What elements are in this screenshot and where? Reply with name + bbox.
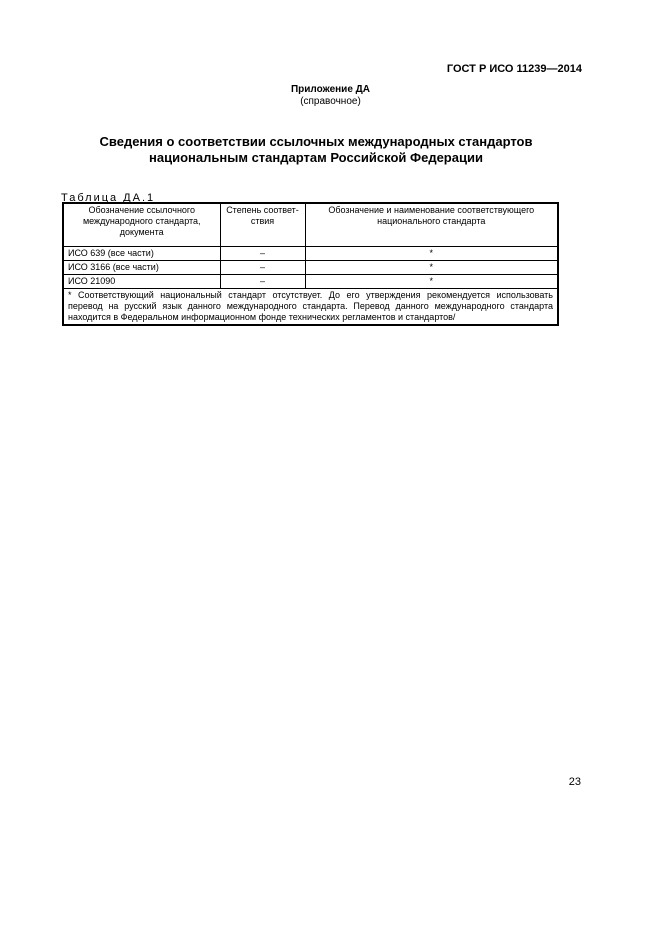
table-cell: * [305,261,558,275]
heading-line-1: Сведения о соответствии ссылочных международных стандартов [99,134,533,149]
annex-title: Приложение ДА [290,84,371,95]
table-note: * Соответствующий национальный стандарт отсутствует. До его утверждения рекомендуется использовать перевод на русский язык данного международного стандарта. Перевод данного международного стандарта находится в Федеральном информационном фонде технических регламентов и стандартов/ [63,289,558,326]
table-cell: – [220,261,305,275]
table-row [63,247,558,261]
table-cell: * [305,275,558,289]
annex-subtitle: (справочное) [300,96,361,107]
table-cell: ИСО 639 (все части) [63,247,220,261]
table-cell: ИСО 21090 [63,275,220,289]
standards-table [62,202,559,326]
table-row [63,275,558,289]
table-header-row [63,203,558,247]
document-code: ГОСТ Р ИСО 11239—2014 [446,63,582,75]
section-heading [0,134,632,166]
heading-line-2: национальным стандартам Российской Федерации [149,150,483,165]
column-header: Степень соответ-ствия [220,203,305,247]
table-cell: ИСО 3166 (все части) [63,261,220,275]
table-cell: – [220,247,305,261]
column-header: Обозначение ссылочного международного стандарта, документа [63,203,220,247]
table-caption: Таблица ДА.1 [61,192,156,204]
table-note-row [63,289,558,326]
page-number: 23 [568,776,581,788]
table-row [63,261,558,275]
table-cell: * [305,247,558,261]
annex-header [0,84,661,108]
column-header: Обозначение и наименование соответствующего национального стандарта [305,203,558,247]
table-cell: – [220,275,305,289]
